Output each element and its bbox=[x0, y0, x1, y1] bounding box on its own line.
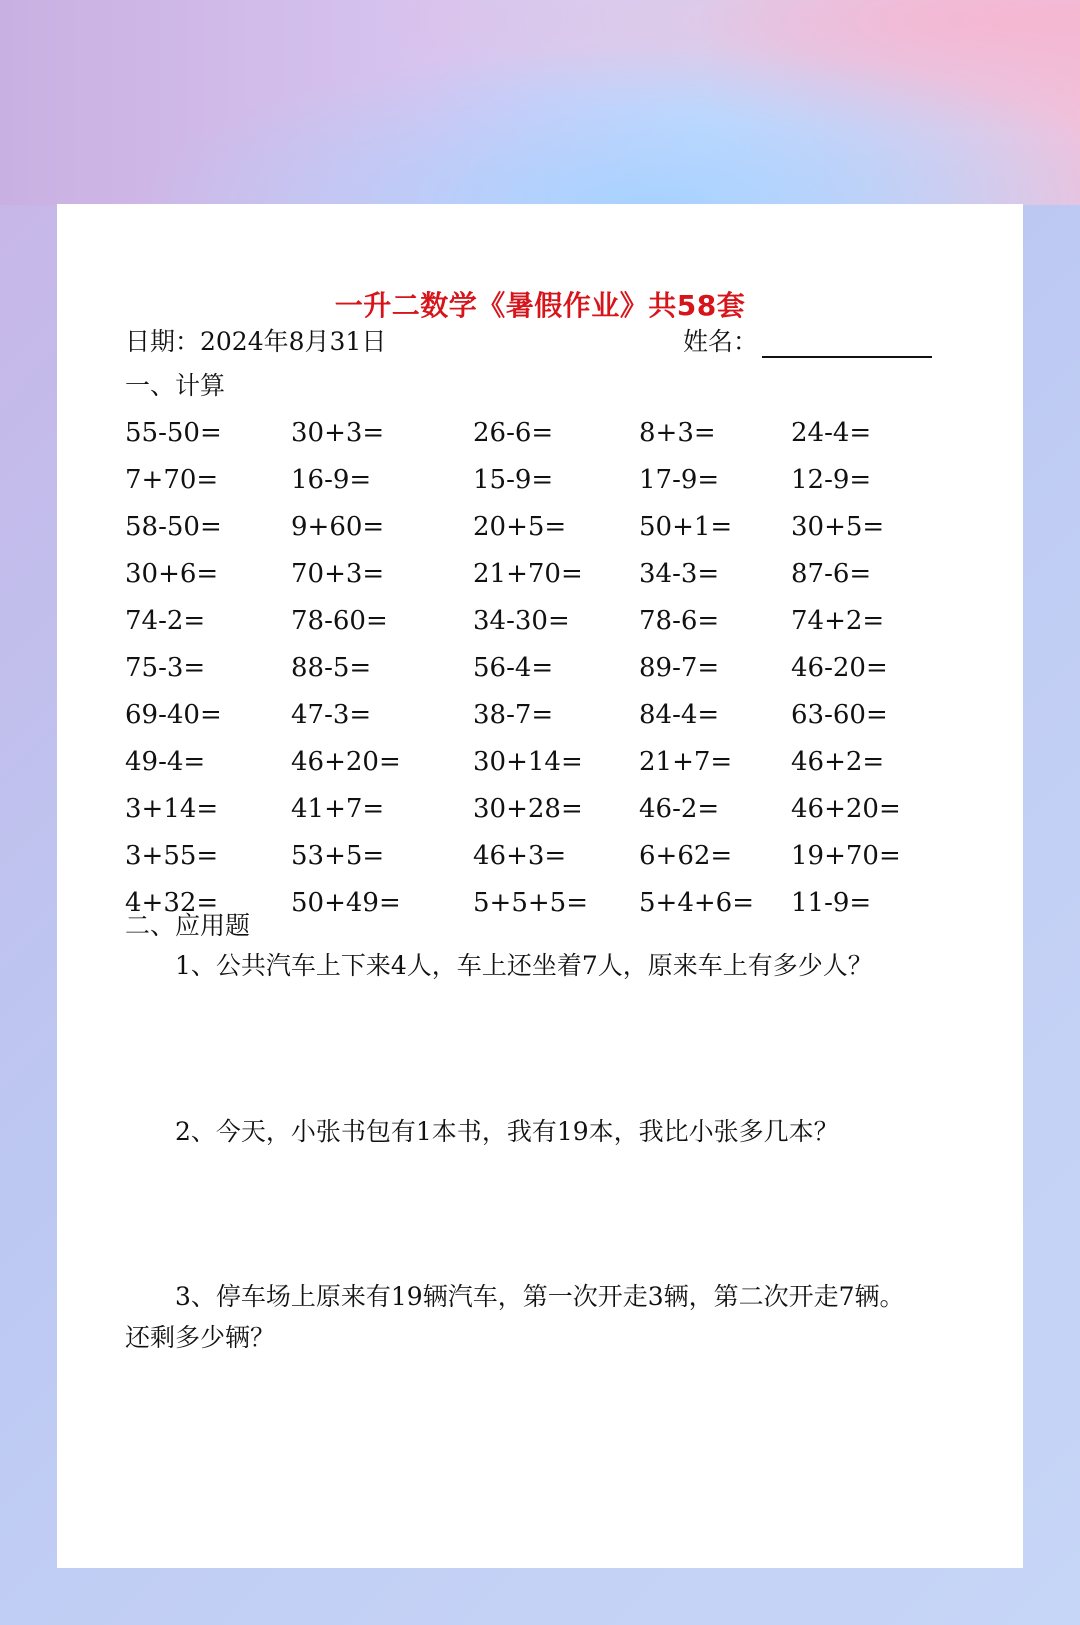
equation-item: 30+6= bbox=[125, 559, 219, 589]
equation-item: 21+7= bbox=[639, 747, 733, 777]
equation-row bbox=[125, 653, 945, 700]
equation-item: 63-60= bbox=[791, 700, 888, 730]
equation-item: 78-60= bbox=[291, 606, 388, 636]
equation-item: 58-50= bbox=[125, 512, 222, 542]
equation-item: 21+70= bbox=[473, 559, 583, 589]
equation-item: 87-6= bbox=[791, 559, 872, 589]
equation-item: 46-20= bbox=[791, 653, 888, 683]
equation-row bbox=[125, 794, 945, 841]
equation-item: 5+4+6= bbox=[639, 888, 754, 918]
name-label: 姓名： bbox=[683, 327, 759, 356]
equation-item: 4+32= bbox=[125, 888, 219, 918]
equation-item: 47-3= bbox=[291, 700, 372, 730]
equation-item: 12-9= bbox=[791, 465, 872, 495]
equation-item: 74+2= bbox=[791, 606, 885, 636]
equation-item: 16-9= bbox=[291, 465, 372, 495]
equation-item: 8+3= bbox=[639, 418, 716, 448]
equation-item: 34-3= bbox=[639, 559, 720, 589]
equation-item: 74-2= bbox=[125, 606, 206, 636]
equation-item: 70+3= bbox=[291, 559, 385, 589]
equation-item: 24-4= bbox=[791, 418, 872, 448]
equation-item: 88-5= bbox=[291, 653, 372, 683]
equation-item: 84-4= bbox=[639, 700, 720, 730]
equation-item: 38-7= bbox=[473, 700, 554, 730]
equation-item: 6+62= bbox=[639, 841, 733, 871]
equation-row bbox=[125, 465, 945, 512]
equation-item: 56-4= bbox=[473, 653, 554, 683]
equation-row bbox=[125, 418, 945, 465]
equation-item: 20+5= bbox=[473, 512, 567, 542]
equation-item: 46+3= bbox=[473, 841, 567, 871]
equation-item: 78-6= bbox=[639, 606, 720, 636]
equation-item: 5+5+5= bbox=[473, 888, 588, 918]
equation-item: 46+20= bbox=[791, 794, 901, 824]
name-field[interactable] bbox=[683, 322, 932, 358]
equation-item: 49-4= bbox=[125, 747, 206, 777]
equation-item: 34-30= bbox=[473, 606, 570, 636]
equation-item: 30+28= bbox=[473, 794, 583, 824]
section-calculation-heading: 一、计算 bbox=[125, 371, 226, 400]
equation-item: 30+3= bbox=[291, 418, 385, 448]
equation-item: 46+2= bbox=[791, 747, 885, 777]
equation-item: 46+20= bbox=[291, 747, 401, 777]
equation-item: 55-50= bbox=[125, 418, 222, 448]
equation-item: 30+14= bbox=[473, 747, 583, 777]
equation-item: 9+60= bbox=[291, 512, 385, 542]
equation-item: 50+1= bbox=[639, 512, 733, 542]
equation-row bbox=[125, 512, 945, 559]
equation-item: 26-6= bbox=[473, 418, 554, 448]
equation-item: 3+14= bbox=[125, 794, 219, 824]
equation-item: 69-40= bbox=[125, 700, 222, 730]
equation-item: 15-9= bbox=[473, 465, 554, 495]
problem-3-line-1: 3、停车场上原来有19辆汽车，第一次开走3辆，第二次开走7辆。 bbox=[175, 1282, 905, 1311]
problem-1: 1、公共汽车上下来4人，车上还坐着7人，原来车上有多少人？ bbox=[175, 951, 873, 980]
worksheet-page bbox=[57, 204, 1023, 1568]
equation-item: 41+7= bbox=[291, 794, 385, 824]
equation-item: 11-9= bbox=[791, 888, 872, 918]
equation-row bbox=[125, 747, 945, 794]
equation-row bbox=[125, 559, 945, 606]
background-header bbox=[0, 0, 1080, 205]
date-label: 日期：2024年8月31日 bbox=[125, 327, 387, 356]
equation-item: 3+55= bbox=[125, 841, 219, 871]
equation-row bbox=[125, 700, 945, 747]
equation-grid bbox=[125, 418, 945, 935]
problem-3-line-2: 还剩多少辆？ bbox=[125, 1323, 276, 1352]
equation-row bbox=[125, 606, 945, 653]
equation-item: 7+70= bbox=[125, 465, 219, 495]
equation-item: 53+5= bbox=[291, 841, 385, 871]
name-underline[interactable] bbox=[762, 330, 932, 358]
equation-item: 19+70= bbox=[791, 841, 901, 871]
section-word-problems-heading: 二、应用题 bbox=[125, 911, 251, 940]
equation-item: 89-7= bbox=[639, 653, 720, 683]
problem-2: 2、今天，小张书包有1本书，我有19本，我比小张多几本？ bbox=[175, 1117, 839, 1146]
equation-item: 30+5= bbox=[791, 512, 885, 542]
worksheet-title: 一升二数学《暑假作业》共58套 bbox=[334, 289, 746, 322]
equation-item: 75-3= bbox=[125, 653, 206, 683]
equation-item: 17-9= bbox=[639, 465, 720, 495]
equation-item: 50+49= bbox=[291, 888, 401, 918]
equation-row bbox=[125, 841, 945, 888]
equation-item: 46-2= bbox=[639, 794, 720, 824]
